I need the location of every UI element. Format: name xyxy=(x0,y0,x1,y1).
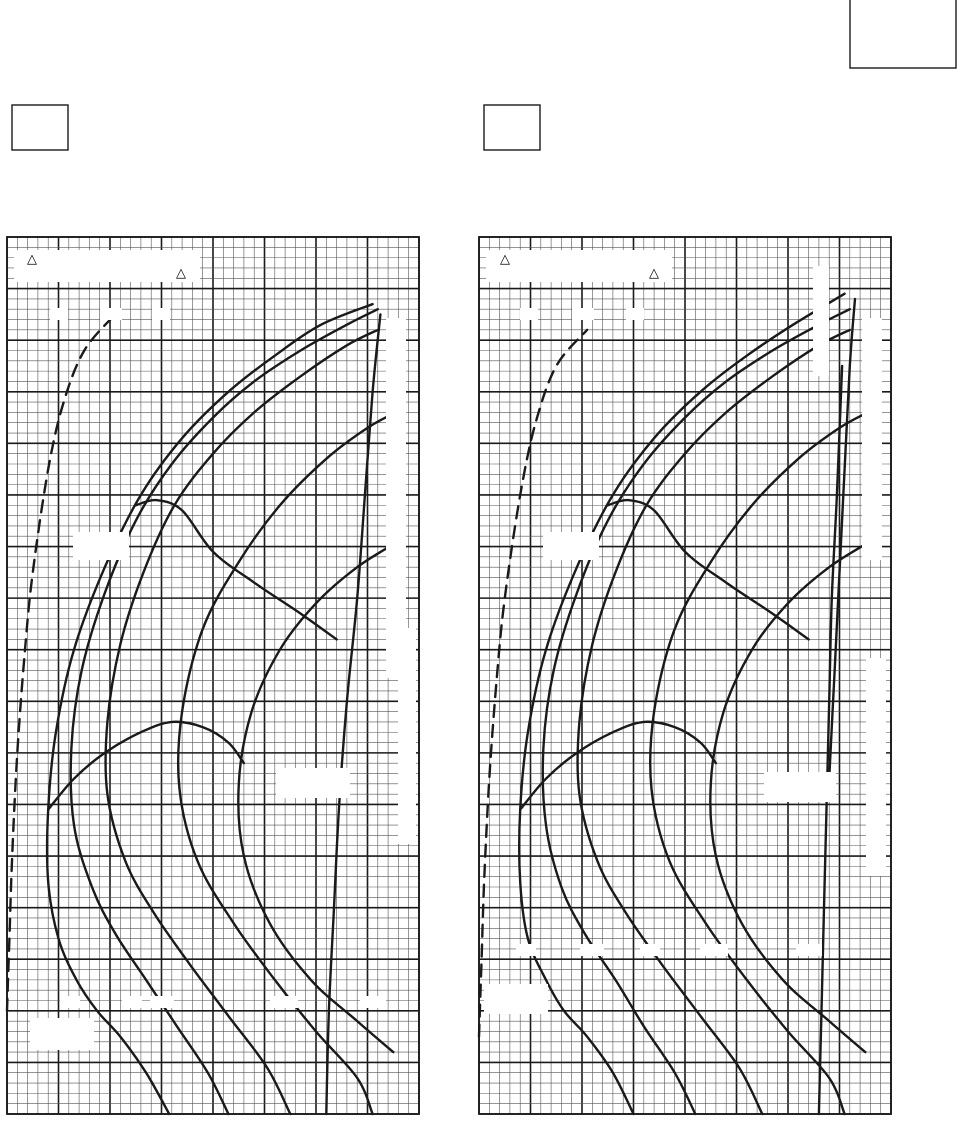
masked-label-10 xyxy=(580,944,604,956)
masked-label-1 xyxy=(276,768,350,798)
masked-label-2 xyxy=(484,984,548,1014)
masked-label-5 xyxy=(50,308,68,320)
panel-b-label-box xyxy=(484,105,540,150)
dashed-series-line-0 xyxy=(479,330,587,1037)
masked-label-5 xyxy=(813,266,829,376)
masked-label-11 xyxy=(270,996,298,1008)
masked-label-7 xyxy=(152,308,170,320)
masked-label-6 xyxy=(520,308,538,320)
masked-label-12 xyxy=(700,944,728,956)
header-box xyxy=(850,0,956,68)
note-box-panel-b xyxy=(486,250,672,282)
masked-label-4 xyxy=(866,658,886,876)
masked-label-8 xyxy=(60,996,80,1008)
masked-label-9 xyxy=(122,996,142,1008)
note-marker-panel-b-left: △ xyxy=(500,252,510,267)
series-line-6 xyxy=(520,722,716,810)
masked-label-4 xyxy=(398,628,416,844)
note-marker-panel-b-right: △ xyxy=(649,266,659,281)
masked-label-7 xyxy=(572,308,594,320)
masked-label-2 xyxy=(30,1018,94,1050)
masked-label-12 xyxy=(360,996,386,1008)
series-line-6 xyxy=(48,722,244,810)
masked-label-8 xyxy=(626,308,644,320)
chart-panel-b xyxy=(479,237,891,1114)
panel-a-label-box xyxy=(12,105,68,150)
note-marker-panel-a-left: △ xyxy=(27,252,37,267)
masked-label-1 xyxy=(764,772,836,802)
series-line-8 xyxy=(326,314,380,1114)
masked-label-13 xyxy=(796,944,822,956)
masked-label-9 xyxy=(516,944,536,956)
masked-label-6 xyxy=(100,308,122,320)
grid-panel-a xyxy=(7,237,419,1114)
masked-label-11 xyxy=(640,944,660,956)
masked-label-3 xyxy=(862,318,882,560)
masked-label-3 xyxy=(386,318,406,678)
masked-label-10 xyxy=(150,996,174,1008)
dashed-series-line-0 xyxy=(7,314,115,1010)
masked-label-0 xyxy=(543,532,599,560)
masked-label-0 xyxy=(73,532,129,560)
chart-panel-a xyxy=(7,237,419,1114)
note-marker-panel-a-right: △ xyxy=(176,266,186,281)
note-box-panel-a xyxy=(14,250,200,282)
